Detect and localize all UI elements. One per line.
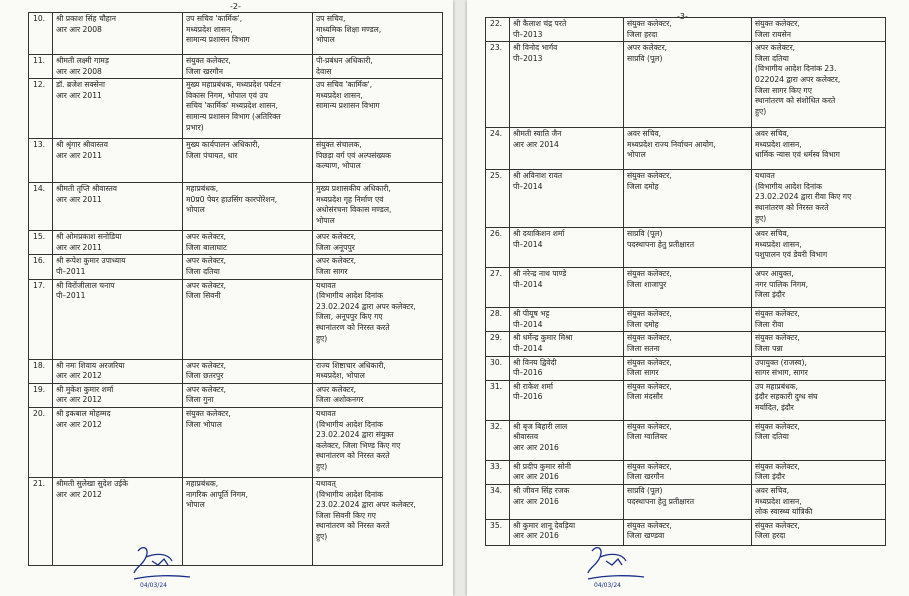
new-posting: अपर कलेक्टर, जिला दतिया (विभागीय आदेश दिनांक 23. 022024 द्वारा अपर कलेक्टर, जिला सागर किए गए स्थानांतरण को संशोधित करते हुए) <box>752 42 886 128</box>
table-row <box>29 231 443 255</box>
serial-number: 23. <box>486 42 510 128</box>
officer-name: श्रीमती स्वाति जैन आर आर 2014 <box>510 128 624 170</box>
current-posting: मुख्य कार्यपालन अधिकारी, जिला पंचायत, धार <box>183 139 313 183</box>
current-posting: अपर कलेक्टर, जिला सिवनी <box>183 279 313 359</box>
officer-name: श्री राकेश शर्मा पी–2016 <box>510 380 624 420</box>
current-posting: संयुक्त कलेक्टर, जिला भोपाल <box>183 407 313 477</box>
table-row <box>486 308 886 332</box>
table-row <box>29 477 443 565</box>
officer-name: श्री बृज बिहारी लाल श्रीवास्तव आर आर 2016 <box>510 420 624 460</box>
serial-number: 29. <box>486 332 510 356</box>
current-posting: संयुक्त कलेक्टर, जिला दमोह <box>624 308 752 332</box>
new-posting: संयुक्त संचालक, पिछड़ा वर्ग एवं अल्पसंख्यक कल्याण, भोपाल <box>313 139 443 183</box>
current-posting: संयुक्त कलेक्टर, जिला खण्डवा <box>624 519 752 545</box>
table-row <box>486 268 886 308</box>
officer-name: श्रीमती तृप्ति श्रीवास्तव आर आर 2011 <box>53 183 183 231</box>
serial-number: 17. <box>29 279 53 359</box>
table-row <box>486 332 886 356</box>
transfer-table-left <box>28 12 443 566</box>
table-row <box>29 13 443 55</box>
serial-number: 28. <box>486 308 510 332</box>
current-posting: महाप्रबंधक, नागरिक आपूर्ति निगम, भोपाल <box>183 477 313 565</box>
new-posting: अपर कलेक्टर, जिला अशोकनगर <box>313 383 443 407</box>
serial-number: 11. <box>29 55 53 79</box>
new-posting: संयुक्त कलेक्टर, जिला दतिया <box>752 420 886 460</box>
officer-name: श्री कैलाश चंद्र परते पी–2013 <box>510 18 624 42</box>
signature-right <box>582 543 652 589</box>
officer-name: श्री ओमप्रकाश सनोडिया आर आर 2011 <box>53 231 183 255</box>
table-row <box>486 228 886 268</box>
officer-name: डॉ. ब्रजेश सक्सेना आर आर 2011 <box>53 79 183 139</box>
transfer-table-right <box>485 17 886 546</box>
current-posting: उप सचिव 'कार्मिक', मध्यप्रदेश शासन, सामान्य प्रशासन विभाग <box>183 13 313 55</box>
officer-name: श्री धर्मेन्द्र कुमार मिश्रा पी–2014 <box>510 332 624 356</box>
current-posting: संयुक्त कलेक्टर, जिला सागर <box>624 356 752 380</box>
table-row <box>486 484 886 519</box>
table-row <box>29 359 443 383</box>
table-row <box>29 383 443 407</box>
new-posting: यथावत (विभागीय आदेश दिनांक 23.02.2024 द्वारा रीवा किए गए स्थानांतरण को निरस्त करते हुए) <box>752 170 886 228</box>
officer-name: श्री प्रकाश सिंह चौहान आर आर 2008 <box>53 13 183 55</box>
officer-name: श्री दयाकिशन शर्मा पी–2014 <box>510 228 624 268</box>
current-posting: अपर कलेक्टर, साप्रवि (पूल) <box>624 42 752 128</box>
officer-name: श्रीमती लक्ष्मी गामड़ आर आर 2008 <box>53 55 183 79</box>
current-posting: अपर कलेक्टर, जिला छतरपुर <box>183 359 313 383</box>
table-row <box>486 420 886 460</box>
new-posting: संयुक्त कलेक्टर, जिला रायसेन <box>752 18 886 42</box>
new-posting: अपर आयुक्त, नगर पालिक निगम, जिला इंदौर <box>752 268 886 308</box>
serial-number: 26. <box>486 228 510 268</box>
officer-name: श्री जीवन सिंह रजक आर आर 2016 <box>510 484 624 519</box>
current-posting: अवर सचिव, मध्यप्रदेश राज्य निर्वाचन आयोग, भोपाल <box>624 128 752 170</box>
table-row <box>29 255 443 279</box>
officer-name: श्रीमती सुलेखा सुदेश उईके आर आर 2012 <box>53 477 183 565</box>
serial-number: 21. <box>29 477 53 565</box>
serial-number: 35. <box>486 519 510 545</box>
current-posting: संयुक्त कलेक्टर, जिला मंदसौर <box>624 380 752 420</box>
table-row <box>486 519 886 545</box>
serial-number: 25. <box>486 170 510 228</box>
current-posting: संयुक्त कलेक्टर, जिला शाजापुर <box>624 268 752 308</box>
officer-name: श्री कुमार शानू देवड़िया आर आर 2016 <box>510 519 624 545</box>
serial-number: 32. <box>486 420 510 460</box>
new-posting: अवर सचिव, मध्यप्रदेश शासन, लोक स्वास्थ्य यांत्रिकी <box>752 484 886 519</box>
table-row <box>486 170 886 228</box>
new-posting: उप महाप्रबंधक, इंदौर सहकारी दुग्ध संघ मर्यादित, इंदौर <box>752 380 886 420</box>
new-posting: अवर सचिव, मध्यप्रदेश शासन, पशुपालन एवं डेयरी विभाग <box>752 228 886 268</box>
new-posting: उप सचिव, माध्यमिक शिक्षा मण्डल, भोपाल <box>313 13 443 55</box>
current-posting: संयुक्त कलेक्टर, जिला ग्वालियर <box>624 420 752 460</box>
officer-name: श्री विरोंजीलाल चनाप पी–2011 <box>53 279 183 359</box>
current-posting: संयुक्त कलेक्टर, जिला खरगौन <box>183 55 313 79</box>
new-posting: संयुक्त कलेक्टर, जिला इंदौर <box>752 460 886 484</box>
serial-number: 34. <box>486 484 510 519</box>
serial-number: 15. <box>29 231 53 255</box>
current-posting: अपर कलेक्टर, जिला गुना <box>183 383 313 407</box>
table-row <box>29 139 443 183</box>
new-posting: यथावत (विभागीय आदेश दिनांक 23.02.2024 द्वारा अपर कलेक्टर, जिला, अनूपपुर किए गए स्थानांतरण को निरस्त करते हुए) <box>313 279 443 359</box>
serial-number: 33. <box>486 460 510 484</box>
current-posting: मुख्य महाप्रबंधक, मध्यप्रदेश पर्यटन विकास निगम, भोपाल एवं उप सचिव 'कार्मिक' मध्यप्रदेश शासन, सामान्य प्रशासन विभाग (अतिरिक्त प्रभार) <box>183 79 313 139</box>
current-posting: अपर कलेक्टर, जिला बालाघाट <box>183 231 313 255</box>
serial-number: 18. <box>29 359 53 383</box>
serial-number: 13. <box>29 139 53 183</box>
current-posting: संयुक्त कलेक्टर, जिला खरगौन <box>624 460 752 484</box>
signature-left <box>128 543 198 589</box>
serial-number: 31. <box>486 380 510 420</box>
new-posting: यथावत (विभागीय आदेश दिनांक 23.02.2024 द्वारा संयुक्त कलेक्टर, जिला भिण्ड किए गए स्थानांतरण को निरस्त करते हुए) <box>313 407 443 477</box>
table-row <box>29 183 443 231</box>
new-posting: पी-प्रबंधन अधिकारी, देवास <box>313 55 443 79</box>
page-number: -2- <box>230 2 241 11</box>
new-posting: संयुक्त कलेक्टर, जिला पन्ना <box>752 332 886 356</box>
new-posting: उप सचिव 'कार्मिक', मध्यप्रदेश शासन, सामान्य प्रशासन विभाग <box>313 79 443 139</box>
officer-name: श्री नमः शिवाय अरजरिया आर आर 2012 <box>53 359 183 383</box>
officer-name: श्री अविनाश रावत पी–2014 <box>510 170 624 228</box>
new-posting: यथावत् (विभागीय आदेश दिनांक 23.02.2024 द्वारा अपर कलेक्टर, जिला सिवनी किए गए स्थानांतरण को निरस्त करते हुए) <box>313 477 443 565</box>
serial-number: 14. <box>29 183 53 231</box>
officer-name: श्री श्रृंगार श्रीवास्तव आर आर 2011 <box>53 139 183 183</box>
new-posting: संयुक्त कलेक्टर, जिला रीवा <box>752 308 886 332</box>
serial-number: 19. <box>29 383 53 407</box>
new-posting: अपर कलेक्टर, जिला अनूपपुर <box>313 231 443 255</box>
signature-date: 04/03/24 <box>140 582 167 589</box>
new-posting: मुख्य प्रशासकीय अधिकारी, मध्यप्रदेश गृह निर्माण एवं अधोसंरचना विकास मण्डल, भोपाल <box>313 183 443 231</box>
current-posting: साप्रवि (पूल) पदस्थापना हेतु प्रतीक्षारत <box>624 228 752 268</box>
current-posting: अपर कलेक्टर, जिला दतिया <box>183 255 313 279</box>
serial-number: 12. <box>29 79 53 139</box>
current-posting: संयुक्त कलेक्टर, जिला हरदा <box>624 18 752 42</box>
serial-number: 27. <box>486 268 510 308</box>
serial-number: 10. <box>29 13 53 55</box>
table-row <box>486 128 886 170</box>
new-posting: राज्य शिष्टाचार अधिकारी, मध्यप्रदेश, भोपाल <box>313 359 443 383</box>
serial-number: 30. <box>486 356 510 380</box>
serial-number: 22. <box>486 18 510 42</box>
table-row <box>486 18 886 42</box>
officer-name: श्री विनोद भार्गव पी–2013 <box>510 42 624 128</box>
table-row <box>29 55 443 79</box>
officer-name: श्री रूपेश कुमार उपाध्याय पी–2011 <box>53 255 183 279</box>
table-row <box>486 380 886 420</box>
table-row <box>486 460 886 484</box>
new-posting: अपर कलेक्टर, जिला सागर <box>313 255 443 279</box>
officer-name: श्री मुकेश कुमार शर्मा आर आर 2012 <box>53 383 183 407</box>
current-posting: महाप्रबंधक, म0प्र0 पेयर हाउसिंग कारपोरेशन, भोपाल <box>183 183 313 231</box>
table-row <box>486 356 886 380</box>
new-posting: संयुक्त कलेक्टर, जिला हरदा <box>752 519 886 545</box>
new-posting: उपायुक्त (राजस्व), सागर संभाग, सागर <box>752 356 886 380</box>
current-posting: साप्रवि (पूल) पदस्थापना हेतु प्रतीक्षारत <box>624 484 752 519</box>
table-row <box>29 279 443 359</box>
current-posting: संयुक्त कलेक्टर, जिला सतना <box>624 332 752 356</box>
serial-number: 16. <box>29 255 53 279</box>
table-row <box>29 407 443 477</box>
officer-name: श्री विनय द्विवेदी पी–2016 <box>510 356 624 380</box>
signature-date: 04/03/24 <box>594 582 621 589</box>
officer-name: श्री नरेन्द्र नाथ पाण्डे पी–2014 <box>510 268 624 308</box>
officer-name: श्री पीयूष भट्ट पी–2014 <box>510 308 624 332</box>
officer-name: श्री प्रदीप कुमार सोनी आर आर 2016 <box>510 460 624 484</box>
serial-number: 20. <box>29 407 53 477</box>
officer-name: श्री इकबाल मोहम्मद आर आर 2012 <box>53 407 183 477</box>
serial-number: 24. <box>486 128 510 170</box>
new-posting: अवर सचिव, मध्यप्रदेश शासन, धार्मिक न्यास एवं धर्मस्व विभाग <box>752 128 886 170</box>
table-row <box>29 79 443 139</box>
current-posting: संयुक्त कलेक्टर, जिला दमोह <box>624 170 752 228</box>
table-row <box>486 42 886 128</box>
page-number: -3- <box>677 12 688 21</box>
